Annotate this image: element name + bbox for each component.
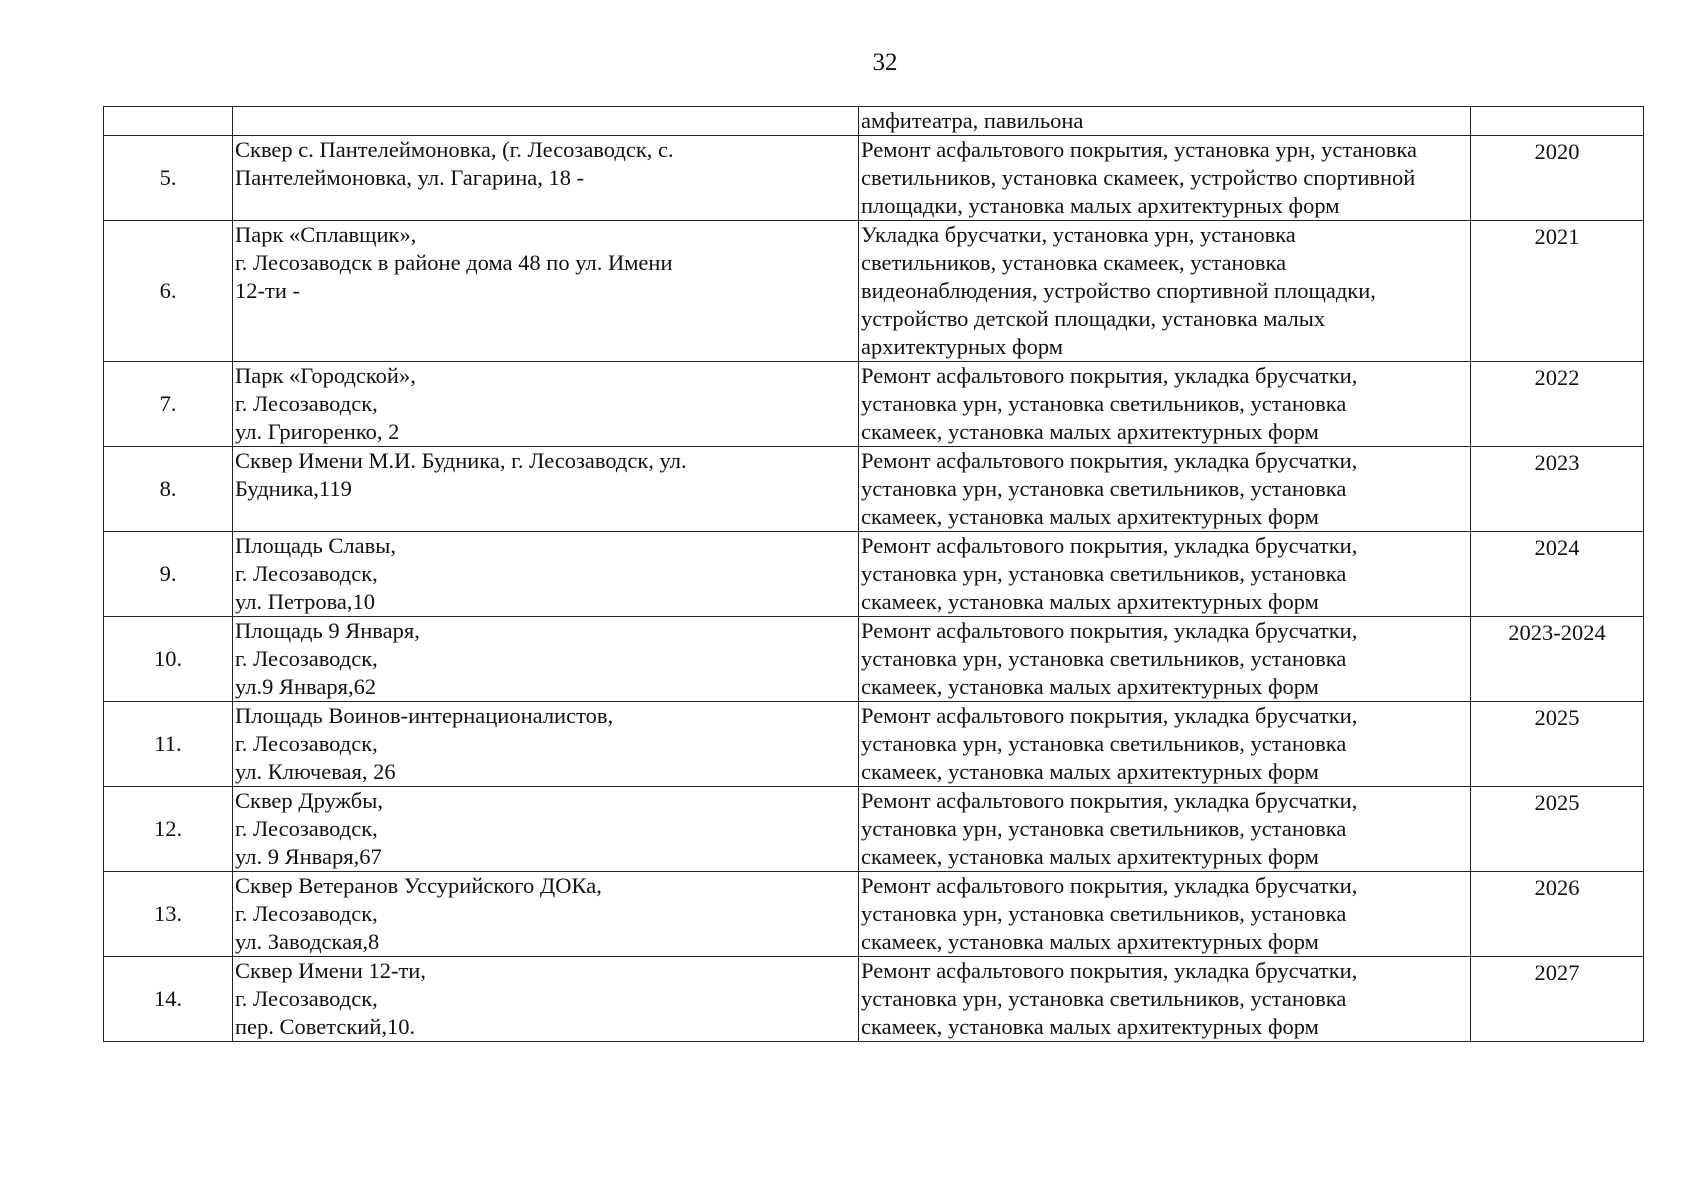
object-cell: Сквер Имени 12-ти, г. Лесозаводск, пер. Советский,10. bbox=[233, 957, 859, 1042]
year-cell: 2023-2024 bbox=[1471, 617, 1644, 702]
object-cell: Площадь Славы, г. Лесозаводск, ул. Петрова,10 bbox=[233, 532, 859, 617]
work-cell: Ремонт асфальтового покрытия, укладка брусчатки, установка урн, установка светильников, установка скамеек, установка малых архитектурных форм bbox=[859, 447, 1471, 532]
work-cell: Ремонт асфальтового покрытия, укладка брусчатки, установка урн, установка светильников, установка скамеек, установка малых архитектурных форм bbox=[859, 872, 1471, 957]
num-cell: 14. bbox=[104, 957, 233, 1042]
table-body bbox=[104, 107, 1644, 1042]
works-table bbox=[103, 106, 1644, 1042]
num-cell: 12. bbox=[104, 787, 233, 872]
num-cell: 13. bbox=[104, 872, 233, 957]
work-cell: Ремонт асфальтового покрытия, укладка брусчатки, установка урн, установка светильников, установка скамеек, установка малых архитектурных форм bbox=[859, 362, 1471, 447]
year-cell: 2025 bbox=[1471, 787, 1644, 872]
work-cell: Ремонт асфальтового покрытия, укладка брусчатки, установка урн, установка светильников, установка скамеек, установка малых архитектурных форм bbox=[859, 787, 1471, 872]
table-row bbox=[104, 787, 1644, 872]
table-row bbox=[104, 957, 1644, 1042]
year-cell: 2025 bbox=[1471, 702, 1644, 787]
table-row bbox=[104, 362, 1644, 447]
num-cell: 10. bbox=[104, 617, 233, 702]
work-cell: амфитеатра, павильона bbox=[859, 107, 1471, 136]
object-cell: Сквер Дружбы, г. Лесозаводск, ул. 9 Января,67 bbox=[233, 787, 859, 872]
table-row bbox=[104, 702, 1644, 787]
work-cell: Ремонт асфальтового покрытия, установка урн, установка светильников, установка скамеек, устройство спортивной площадки, установка малых архитектурных форм bbox=[859, 136, 1471, 221]
year-cell bbox=[1471, 107, 1644, 136]
table-row bbox=[104, 617, 1644, 702]
num-cell: 5. bbox=[104, 136, 233, 221]
table-row-continuation bbox=[104, 107, 1644, 136]
year-cell: 2026 bbox=[1471, 872, 1644, 957]
object-cell bbox=[233, 107, 859, 136]
work-cell: Ремонт асфальтового покрытия, укладка брусчатки, установка урн, установка светильников, установка скамеек, установка малых архитектурных форм bbox=[859, 702, 1471, 787]
num-cell bbox=[104, 107, 233, 136]
object-cell: Площадь Воинов-интернационалистов, г. Лесозаводск, ул. Ключевая, 26 bbox=[233, 702, 859, 787]
num-cell: 6. bbox=[104, 221, 233, 362]
object-cell: Площадь 9 Января, г. Лесозаводск, ул.9 Января,62 bbox=[233, 617, 859, 702]
table-row bbox=[104, 872, 1644, 957]
work-cell: Ремонт асфальтового покрытия, укладка брусчатки, установка урн, установка светильников, установка скамеек, установка малых архитектурных форм bbox=[859, 617, 1471, 702]
object-cell: Парк «Сплавщик», г. Лесозаводск в районе дома 48 по ул. Имени 12-ти - bbox=[233, 221, 859, 362]
year-cell: 2023 bbox=[1471, 447, 1644, 532]
num-cell: 11. bbox=[104, 702, 233, 787]
work-cell: Укладка брусчатки, установка урн, установка светильников, установка скамеек, установка видеонаблюдения, устройство спортивной площадки, устройство детской площадки, установка малых архитектурных форм bbox=[859, 221, 1471, 362]
year-cell: 2021 bbox=[1471, 221, 1644, 362]
num-cell: 8. bbox=[104, 447, 233, 532]
year-cell: 2020 bbox=[1471, 136, 1644, 221]
table-row bbox=[104, 136, 1644, 221]
object-cell: Парк «Городской», г. Лесозаводск, ул. Григоренко, 2 bbox=[233, 362, 859, 447]
year-cell: 2024 bbox=[1471, 532, 1644, 617]
work-cell: Ремонт асфальтового покрытия, укладка брусчатки, установка урн, установка светильников, установка скамеек, установка малых архитектурных форм bbox=[859, 957, 1471, 1042]
table-row bbox=[104, 447, 1644, 532]
num-cell: 7. bbox=[104, 362, 233, 447]
object-cell: Сквер Имени М.И. Будника, г. Лесозаводск, ул. Будника,119 bbox=[233, 447, 859, 532]
page-number: 32 bbox=[872, 49, 898, 76]
year-cell: 2027 bbox=[1471, 957, 1644, 1042]
num-cell: 9. bbox=[104, 532, 233, 617]
table-row bbox=[104, 532, 1644, 617]
table-row bbox=[104, 221, 1644, 362]
object-cell: Сквер Ветеранов Уссурийского ДОКа, г. Лесозаводск, ул. Заводская,8 bbox=[233, 872, 859, 957]
work-cell: Ремонт асфальтового покрытия, укладка брусчатки, установка урн, установка светильников, установка скамеек, установка малых архитектурных форм bbox=[859, 532, 1471, 617]
object-cell: Сквер с. Пантелеймоновка, (г. Лесозаводск, с. Пантелеймоновка, ул. Гагарина, 18 - bbox=[233, 136, 859, 221]
year-cell: 2022 bbox=[1471, 362, 1644, 447]
